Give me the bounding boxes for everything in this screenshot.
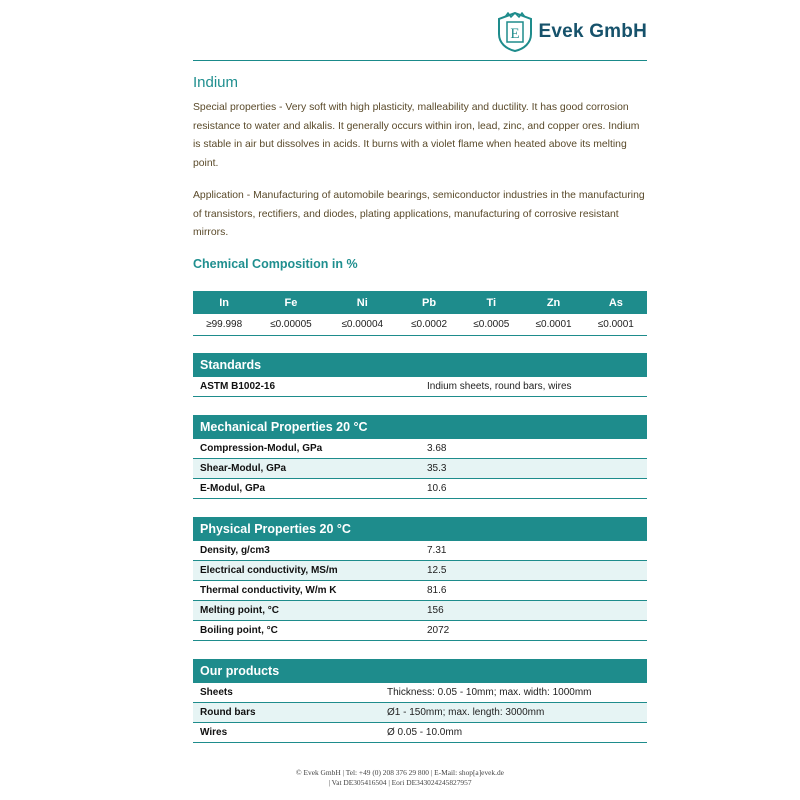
chem-col: In (193, 291, 255, 314)
property-key: Melting point, °C (193, 601, 420, 621)
chem-col: As (585, 291, 647, 314)
property-key: Boiling point, °C (193, 621, 420, 641)
products-table (193, 659, 647, 743)
product-value: Thickness: 0.05 - 10mm; max. width: 1000mm (380, 683, 647, 703)
crest-icon (497, 12, 533, 52)
table-row (193, 581, 647, 601)
property-value: 2072 (420, 621, 647, 641)
table-row (193, 561, 647, 581)
physical-heading: Physical Properties 20 °C (193, 517, 647, 541)
mechanical-properties-table (193, 415, 647, 499)
property-key: Density, g/cm3 (193, 541, 420, 561)
standard-value: Indium sheets, round bars, wires (420, 377, 647, 397)
table-row (193, 439, 647, 459)
table-row (193, 703, 647, 723)
chem-value: ≤0.0001 (522, 314, 584, 336)
property-value: 12.5 (420, 561, 647, 581)
table-row (193, 621, 647, 641)
company-logo (497, 12, 647, 52)
chem-value: ≤0.0001 (585, 314, 647, 336)
chem-value: ≤0.00005 (255, 314, 326, 336)
property-value: 35.3 (420, 459, 647, 479)
standards-table (193, 353, 647, 397)
standards-heading: Standards (193, 353, 647, 377)
property-value: 3.68 (420, 439, 647, 459)
page-header (193, 8, 647, 61)
standard-key: ASTM B1002-16 (193, 377, 420, 397)
table-row (193, 459, 647, 479)
table-row (193, 541, 647, 561)
mechanical-heading: Mechanical Properties 20 °C (193, 415, 647, 439)
physical-properties-table (193, 517, 647, 641)
chemical-composition-table (193, 291, 647, 336)
company-name: Evek GmbH (538, 21, 647, 42)
chem-col: Fe (255, 291, 326, 314)
chem-value: ≤0.00004 (327, 314, 398, 336)
property-key: Electrical conductivity, MS/m (193, 561, 420, 581)
chem-col: Ni (327, 291, 398, 314)
application-text: Application - Manufacturing of automobile bearings, semiconductor industries in the manufacturing of transistors, rectifiers, and diodes, plating applications, manufacturing of corrosive resistant mirrors. (193, 190, 645, 239)
footer-tax-ids: | Vat DE305416504 | Eori DE343024245827957 (328, 778, 472, 787)
chem-value-row (193, 314, 647, 336)
property-key: Compression-Modul, GPa (193, 439, 420, 459)
table-row (193, 683, 647, 703)
table-row (193, 601, 647, 621)
products-heading: Our products (193, 659, 647, 683)
chem-value: ≥99.998 (193, 314, 255, 336)
chemical-composition-heading: Chemical Composition in % (193, 257, 358, 271)
chem-col: Pb (398, 291, 460, 314)
chem-value: ≤0.0002 (398, 314, 460, 336)
chem-col: Ti (460, 291, 522, 314)
property-key: Thermal conductivity, W/m K (193, 581, 420, 601)
table-row (193, 377, 647, 397)
product-key: Wires (193, 723, 380, 743)
footer-contact: © Evek GmbH | Tel: +49 (0) 208 376 29 800 | E-Mail: shop[a]evek.de (296, 768, 504, 777)
product-value: Ø1 - 150mm; max. length: 3000mm (380, 703, 647, 723)
property-value: 7.31 (420, 541, 647, 561)
property-key: Shear-Modul, GPa (193, 459, 420, 479)
page-title: Indium (193, 74, 239, 91)
product-key: Sheets (193, 683, 380, 703)
product-value: Ø 0.05 - 10.0mm (380, 723, 647, 743)
property-value: 156 (420, 601, 647, 621)
table-row (193, 479, 647, 499)
product-key: Round bars (193, 703, 380, 723)
property-value: 81.6 (420, 581, 647, 601)
chem-header-row (193, 291, 647, 314)
special-properties-text: Special properties - Very soft with high plasticity, malleability and ductility. It has good corrosion resistance to water and alkalis. It generally occurs within iron, lead, zinc, and copper ores. Indium is stable in air but dissolves in acids. It burns with a violet flame when heated above its melting point. (193, 102, 640, 169)
chem-value: ≤0.0005 (460, 314, 522, 336)
logo-letter: E (509, 26, 520, 42)
property-key: E-Modul, GPa (193, 479, 420, 499)
table-row (193, 723, 647, 743)
property-value: 10.6 (420, 479, 647, 499)
chem-col: Zn (522, 291, 584, 314)
